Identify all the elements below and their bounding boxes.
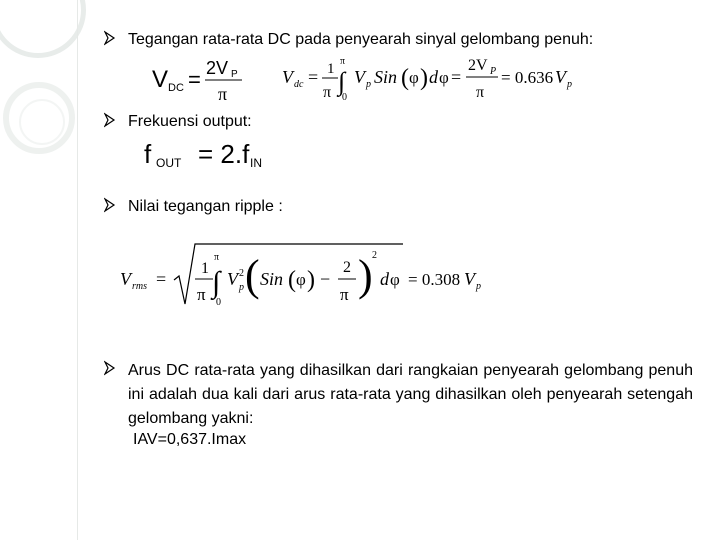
svg-text:V: V	[354, 67, 365, 87]
svg-text:=: =	[188, 67, 201, 92]
svg-text:−: −	[320, 269, 331, 289]
svg-text:p: p	[239, 282, 244, 293]
svg-text:= 0.308: = 0.308	[408, 270, 461, 289]
formula-vrms	[118, 238, 508, 314]
svg-text:=: =	[451, 67, 462, 87]
svg-text:p: p	[476, 281, 481, 292]
svg-text:2: 2	[343, 259, 351, 276]
svg-text:(: (	[401, 65, 409, 91]
bullet-icon	[104, 360, 116, 376]
svg-text:1: 1	[201, 260, 209, 277]
svg-text:dc: dc	[294, 79, 304, 90]
svg-text:p: p	[366, 79, 371, 90]
svg-text:V: V	[152, 66, 169, 93]
svg-text:π: π	[197, 285, 206, 304]
bullet-text: Nilai tegangan ripple :	[128, 198, 283, 215]
formula-fout	[140, 135, 280, 175]
svg-text:0: 0	[342, 92, 347, 103]
bullet-icon	[104, 30, 116, 46]
svg-text:V: V	[555, 67, 566, 87]
bullet-icon	[104, 112, 116, 128]
svg-text:rms: rms	[132, 281, 148, 292]
bullet-text: Arus DC rata-rata yang dihasilkan dari rangkaian penyearah gelombang penuh ini adalah dua kali dari arus rata-rata yang dihasilkan oleh penyearah setengah gelombang yakni:	[128, 362, 693, 427]
svg-text:Sin: Sin	[374, 67, 398, 87]
svg-text:π: π	[214, 252, 220, 263]
svg-text:Sin: Sin	[260, 269, 284, 289]
svg-text:=: =	[308, 67, 319, 87]
svg-text:): )	[307, 267, 315, 293]
formula-vdc-integral	[280, 50, 580, 106]
svg-text:φ: φ	[296, 270, 306, 289]
svg-text:p: p	[567, 79, 572, 90]
svg-text:= 2.f: = 2.f	[198, 139, 250, 169]
svg-text:): )	[358, 251, 373, 300]
bullet-text: Tegangan rata-rata DC pada penyearah sinyal gelombang penuh:	[128, 31, 594, 48]
svg-text:IN: IN	[250, 156, 262, 170]
bullet-text: Frekuensi output:	[128, 113, 252, 130]
svg-text:= 0.636: = 0.636	[501, 68, 554, 87]
svg-text:(: (	[245, 251, 260, 300]
svg-text:V: V	[464, 269, 475, 289]
svg-text:2V: 2V	[468, 57, 488, 74]
decorative-ring	[19, 99, 65, 145]
svg-text:π: π	[323, 84, 332, 101]
svg-text:2: 2	[372, 250, 377, 261]
svg-text:π: π	[340, 285, 349, 304]
svg-text:P: P	[231, 69, 238, 80]
svg-text:V: V	[120, 269, 131, 289]
svg-text:φ: φ	[439, 68, 449, 87]
svg-text:π: π	[218, 84, 228, 104]
svg-text:f: f	[144, 139, 152, 169]
svg-text:): )	[420, 65, 428, 91]
svg-text:∫: ∫	[338, 67, 346, 96]
svg-text:V: V	[227, 269, 238, 289]
svg-text:DC: DC	[168, 82, 184, 94]
svg-text:V: V	[282, 67, 293, 87]
svg-text:=: =	[156, 269, 167, 289]
svg-text:d: d	[380, 269, 389, 289]
svg-text:π: π	[340, 56, 346, 67]
iav-formula: IAV=0,637.Imax	[133, 431, 247, 448]
svg-text:1: 1	[327, 61, 335, 77]
formula-vdc	[150, 50, 250, 106]
svg-text:2V: 2V	[206, 58, 229, 78]
svg-text:∫: ∫	[212, 266, 221, 299]
svg-text:(: (	[288, 267, 296, 293]
svg-text:π: π	[476, 84, 485, 101]
svg-text:φ: φ	[409, 68, 419, 87]
decorative-vertical-line	[77, 0, 78, 540]
svg-text:φ: φ	[390, 270, 400, 289]
bullet-icon	[104, 197, 116, 213]
svg-text:d: d	[429, 67, 438, 87]
svg-text:OUT: OUT	[156, 156, 182, 170]
svg-text:0: 0	[216, 297, 221, 308]
svg-text:P: P	[490, 66, 497, 77]
decorative-ring	[0, 0, 86, 58]
svg-text:2: 2	[239, 268, 244, 279]
